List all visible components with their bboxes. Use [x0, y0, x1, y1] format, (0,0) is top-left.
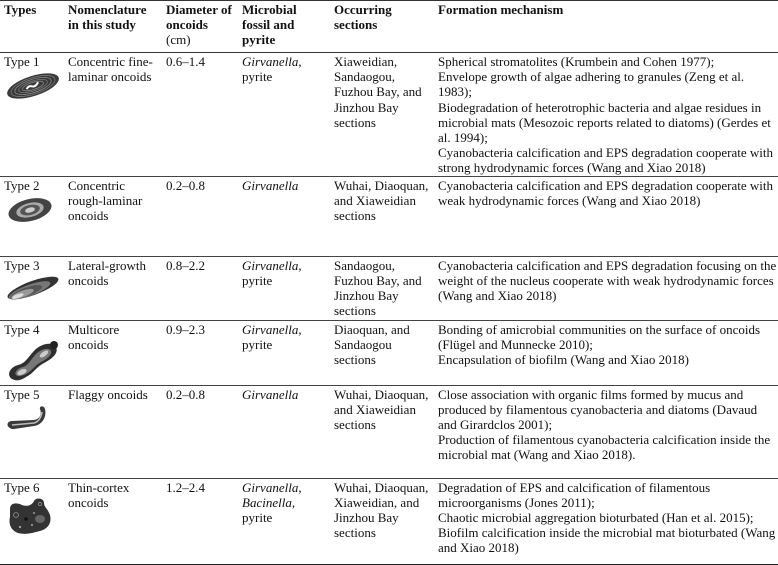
- type-cell: [0, 478, 64, 564]
- concentric-fine-laminar-oncoid-icon: [4, 71, 62, 101]
- lateral-growth-oncoid-icon: [4, 275, 62, 301]
- fossil-mineral: pyrite: [242, 336, 273, 352]
- fossil-genus: Bacinella: [242, 494, 292, 510]
- table-row: [0, 256, 778, 320]
- mechanism-cell: [434, 385, 778, 478]
- sections-cell: Xiaweidian, Sandaogou, Fuzhou Bay, and Jinzhou Bay sections: [334, 54, 422, 130]
- fossil-genus: Girvanella: [242, 257, 299, 273]
- header-sections: Occurring sections: [334, 2, 392, 33]
- nomenclature-cell: Thin-cortex oncoids: [68, 479, 130, 510]
- table-row: [0, 385, 778, 478]
- fossil-mineral: pyrite: [242, 69, 273, 85]
- sections-cell: Wuhai, Diaoquan, and Xiaweidian sections: [334, 386, 429, 433]
- table-row: [0, 53, 778, 177]
- mechanism-item: Chaotic microbial aggregation bioturbated (Han et al. 2015);: [438, 510, 754, 526]
- header-diameter-unit: (cm): [166, 32, 191, 48]
- fossil-mineral: pyrite: [242, 272, 273, 288]
- fossil-cell: Girvanella, pyrite: [242, 54, 302, 85]
- header-nomenclature-line: in this study: [68, 17, 136, 33]
- type-cell: [0, 385, 64, 478]
- diameter-cell: 0.2–0.8: [166, 386, 205, 402]
- fossil-genus: Girvanella: [242, 386, 299, 402]
- mechanism-item: Encapsulation of biofilm (Wang and Xiao 2018): [438, 352, 689, 368]
- type-label: Type 1: [4, 54, 40, 69]
- type-cell: [0, 256, 64, 320]
- type-cell: [0, 176, 64, 256]
- type-label: Type 3: [4, 257, 40, 273]
- diameter-cell: 0.6–1.4: [166, 54, 205, 69]
- header-diameter-line: oncoids: [166, 17, 208, 33]
- nomenclature-cell: Flaggy oncoids: [68, 386, 148, 402]
- header-microbial-line: Microbial: [242, 2, 297, 17]
- multicore-oncoid-icon: [4, 339, 62, 383]
- mechanism-cell: [434, 478, 778, 564]
- header-microbial-line: fossil and: [242, 17, 295, 33]
- fossil-genus: Girvanella: [242, 321, 299, 337]
- table-row: [0, 176, 778, 256]
- fossil-cell: [238, 176, 330, 256]
- mechanism-item: Biofilm calcification inside the microbial mat bioturbated (Wang and Xiao 2018): [438, 525, 776, 556]
- flaggy-oncoid-icon: [4, 404, 62, 434]
- mechanism-item: Close association with organic films formed by mucus and produced by filamentous cyanobacteria and diatoms (Davaud and Girardclos 2001);: [438, 386, 758, 433]
- fossil-cell: [238, 385, 330, 478]
- mechanism-item: Degradation of EPS and calcification of filamentous microorganisms (Jones 2011);: [438, 479, 711, 510]
- concentric-rough-laminar-oncoid-icon: [4, 195, 62, 225]
- fossil-genus: Girvanella: [242, 177, 299, 193]
- type-cell: [0, 53, 64, 177]
- header-types: Types: [4, 2, 37, 17]
- diameter-cell: 0.8–2.2: [166, 257, 205, 273]
- mechanism-item: Cyanobacteria calcification and EPS degradation cooperate with strong hydrodynamic forces (Wang and Xiao 2018): [438, 145, 773, 176]
- header-microbial: [238, 1, 330, 53]
- diameter-cell: 0.9–2.3: [166, 321, 205, 337]
- header-nomenclature-line: Nomenclature: [68, 2, 147, 17]
- sections-cell: Diaoquan, and Sandaogou sections: [334, 321, 410, 368]
- mechanism-item: Biodegradation of heterotrophic bacteria and algae residues in microbial mats (Mesozoic reports related to diatoms) (Gerdes et al. 1994);: [438, 99, 771, 146]
- header-diameter: [162, 1, 238, 53]
- type-cell: [0, 320, 64, 385]
- sections-cell: Wuhai, Diaoquan, and Xiaweidian sections: [334, 177, 429, 224]
- header-nomenclature: [64, 1, 162, 53]
- fossil-cell: Girvanella, pyrite: [242, 257, 302, 288]
- mechanism-cell: [434, 53, 778, 177]
- mechanism-item: Bonding of amicrobial communities on the surface of oncoids (Flügel and Munnecke 2010);: [438, 321, 761, 352]
- fossil-cell: Girvanella, pyrite: [242, 321, 302, 352]
- nomenclature-cell: Multicore oncoids: [68, 321, 120, 352]
- nomenclature-cell: Concentric rough-laminar oncoids: [68, 177, 143, 224]
- fossil-genus: Girvanella: [242, 479, 299, 495]
- sections-cell: Wuhai, Diaoquan, Xiaweidian, and Jinzhou Bay sections: [334, 479, 429, 541]
- mechanism-cell: [434, 320, 778, 385]
- mechanism-item: Production of filamentous cyanobacteria calcification inside the microbial mat (Wang and Xiao 2018).: [438, 432, 771, 463]
- diameter-cell: 0.2–0.8: [166, 177, 205, 193]
- type-label: Type 6: [4, 479, 40, 495]
- type-label: Type 4: [4, 321, 40, 337]
- mechanism-item: Envelope growth of algae adhering to granules (Zeng et al. 1983);: [438, 69, 745, 100]
- mechanism-cell: [434, 176, 778, 256]
- type-label: Type 5: [4, 386, 40, 402]
- fossil-cell: Girvanella, Bacinella, pyrite: [242, 479, 302, 526]
- table-row: [0, 478, 778, 564]
- nomenclature-cell: Lateral-growth oncoids: [68, 257, 146, 288]
- table-row: [0, 320, 778, 385]
- diameter-cell: 1.2–2.4: [166, 479, 205, 495]
- type-label: Type 2: [4, 177, 40, 193]
- sections-cell: Sandaogou, Fuzhou Bay, and Jinzhou Bay sections: [334, 257, 422, 319]
- mechanism-item: Spherical stromatolites (Krumbein and Cohen 1977);: [438, 54, 715, 69]
- header-mechanism: Formation mechanism: [438, 2, 564, 17]
- fossil-genus: Girvanella: [242, 54, 299, 69]
- mechanism-item: Cyanobacteria calcification and EPS degradation cooperate with weak hydrodynamic forces (Wang and Xiao 2018): [438, 177, 773, 208]
- mechanism-cell: [434, 256, 778, 320]
- nomenclature-cell: Concentric fine-laminar oncoids: [68, 54, 153, 85]
- mechanism-item: Cyanobacteria calcification and EPS degradation focusing on the weight of the nucleus cooperate with weak hydrodynamic forces (Wang and Xiao 2018): [438, 257, 777, 304]
- header-microbial-line: pyrite: [242, 32, 276, 48]
- header-diameter-line: Diameter of: [166, 2, 232, 17]
- thin-cortex-oncoid-icon: [4, 497, 62, 537]
- fossil-mineral: pyrite: [242, 510, 273, 526]
- table-header-row: [0, 1, 778, 53]
